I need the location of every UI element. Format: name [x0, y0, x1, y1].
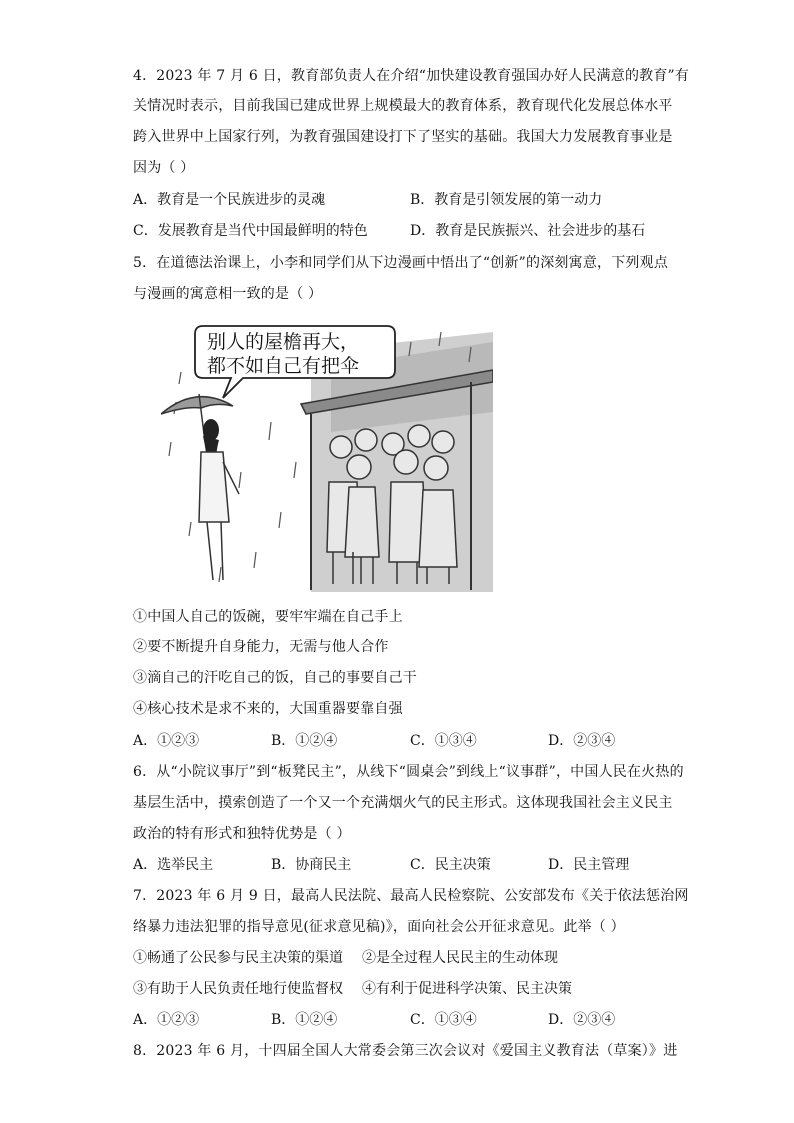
q7-statement-1: ①畅通了公民参与民主决策的渠道	[133, 950, 343, 966]
q7-option-a[interactable]: A．①②③	[133, 1012, 200, 1028]
q7-line-2: 络暴力违法犯罪的指导意见(征求意见稿)》，面向社会公开征求意见。此举（ ）	[133, 919, 625, 935]
q5-statement-2: ②要不断提升自身能力，无需与他人合作	[133, 639, 389, 655]
q5-statement-3: ③滴自己的汗吃自己的饭，自己的事要自己干	[133, 670, 417, 686]
q7-statement-3: ③有助于人民负责任地行使监督权	[133, 981, 343, 997]
q4-line-1: 4．2023 年 7 月 6 日，教育部负责人在介绍“加快建设教育强国办好人民满意的教育”有	[133, 68, 690, 84]
q7-option-b[interactable]: B．①②④	[271, 1012, 338, 1028]
q4-line-4: 因为（ ）	[133, 160, 195, 176]
umbrella-cartoon	[161, 322, 493, 592]
q6-option-d[interactable]: D．民主管理	[548, 857, 630, 873]
q5-line-2: 与漫画的寓意相一致的是（ ）	[133, 286, 323, 302]
q7-statement-4: ④有利于促进科学决策、民主决策	[362, 981, 572, 997]
q4-option-c[interactable]: C．发展教育是当代中国最鲜明的特色	[133, 223, 368, 239]
q6-line-1: 6．从“小院议事厅”到“板凳民主”，从线下“圆桌会”到线上“议事群”，中国人民在火热的	[133, 764, 684, 780]
q5-statement-4: ④核心技术是求不来的，大国重器要靠自强	[133, 701, 403, 717]
speech-bubble-line-2: 都不如自己有把伞	[207, 355, 360, 377]
q4-option-d[interactable]: D．教育是民族振兴、社会进步的基石	[410, 223, 646, 239]
q6-line-3: 政治的特有形式和独特优势是（ ）	[133, 826, 351, 842]
q5-option-b[interactable]: B．①②④	[271, 733, 338, 749]
q7-line-1: 7．2023 年 6 月 9 日，最高人民法院、最高人民检察院、公安部发布《关于依法惩治网	[133, 888, 689, 904]
q5-statement-1: ①中国人自己的饭碗，要牢牢端在自己手上	[133, 609, 403, 625]
q7-option-c[interactable]: C．①③④	[410, 1012, 477, 1028]
speech-bubble-line-1: 别人的屋檐再大，	[207, 331, 360, 353]
q6-option-c[interactable]: C．民主决策	[410, 857, 491, 873]
q5-option-c[interactable]: C．①③④	[410, 733, 477, 749]
q5-option-a[interactable]: A．①②③	[133, 733, 200, 749]
q4-line-2: 关情况时表示，目前我国已建成世界上规模最大的教育体系，教育现代化发展总体水平	[133, 98, 673, 114]
q7-statement-2: ②是全过程人民民主的生动体现	[362, 950, 558, 966]
q4-option-a[interactable]: A．教育是一个民族进步的灵魂	[133, 192, 326, 208]
q4-line-3: 跨入世界中上国家行列，为教育强国建设打下了坚实的基础。我国大力发展教育事业是	[133, 129, 673, 145]
q5-line-1: 5．在道德法治课上，小李和同学们从下边漫画中悟出了“创新”的深刻寓意，下列观点	[133, 255, 669, 271]
q8-line-1: 8．2023 年 6 月，十四届全国人大常委会第三次会议对《爱国主义教育法（草案）》进	[133, 1043, 678, 1059]
q7-option-d[interactable]: D．②③④	[548, 1012, 616, 1028]
q6-option-b[interactable]: B．协商民主	[271, 857, 352, 873]
q6-line-2: 基层生活中，摸索创造了一个又一个充满烟火气的民主形式。这体现我国社会主义民主	[133, 795, 673, 811]
q4-option-b[interactable]: B．教育是引领发展的第一动力	[410, 192, 603, 208]
q5-option-d[interactable]: D．②③④	[548, 733, 616, 749]
q6-option-a[interactable]: A．选举民主	[133, 857, 214, 873]
